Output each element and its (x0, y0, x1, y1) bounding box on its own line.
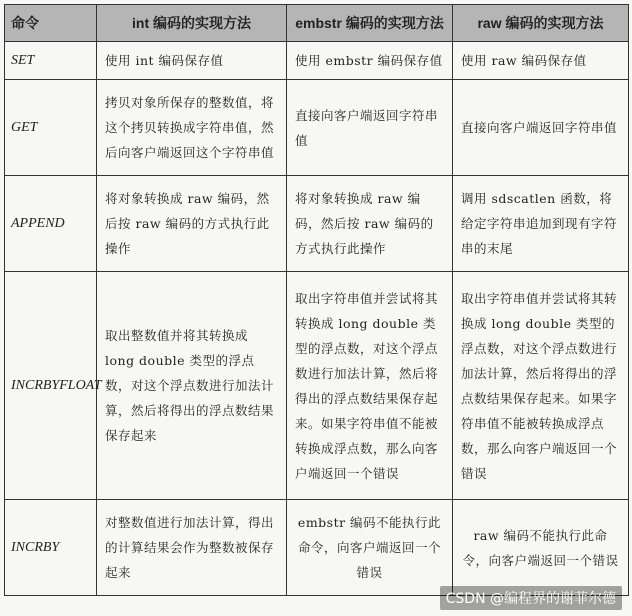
int-cell: 将对象转换成 raw 编码，然后按 raw 编码的方式执行此操作 (97, 176, 287, 272)
header-command: 命令 (5, 5, 97, 42)
command-cell: INCRBY (5, 500, 97, 596)
embstr-cell: 将对象转换成 raw 编码，然后按 raw 编码的方式执行此操作 (287, 176, 453, 272)
table-row (5, 272, 629, 500)
int-cell: 拷贝对象所保存的整数值，将这个拷贝转换成字符串值，然后向客户端返回这个字符串值 (97, 80, 287, 176)
raw-cell: 调用 sdscatlen 函数，将给定字符串追加到现有字符串的末尾 (453, 176, 629, 272)
table-header-row (5, 5, 629, 42)
raw-cell: 直接向客户端返回字符串值 (453, 80, 629, 176)
table-row (5, 500, 629, 596)
csdn-watermark: CSDN @编程界的谢菲尔德 (440, 586, 622, 610)
raw-cell: 取出字符串值并尝试将其转换成 long double 类型的浮点数，对这个浮点数进行加法计算，然后将得出的浮点数结果保存起来。如果字符串值不能被转换成浮点数，那么向客户端返回一个错误 (453, 272, 629, 500)
command-cell: INCRBYFLOAT (5, 272, 97, 500)
table-row (5, 176, 629, 272)
int-cell: 取出整数值并将其转换成 long double 类型的浮点数，对这个浮点数进行加法计算，然后将得出的浮点数结果保存起来 (97, 272, 287, 500)
raw-cell: 使用 raw 编码保存值 (453, 42, 629, 80)
embstr-cell: 取出字符串值并尝试将其转换成 long double 类型的浮点数，对这个浮点数进行加法计算，然后将得出的浮点数结果保存起来。如果字符串值不能被转换成浮点数，那么向客户端返回一个错误 (287, 272, 453, 500)
int-cell: 对整数值进行加法计算，得出的计算结果会作为整数被保存起来 (97, 500, 287, 596)
int-cell: 使用 int 编码保存值 (97, 42, 287, 80)
table-row (5, 42, 629, 80)
header-int: int 编码的实现方法 (97, 5, 287, 42)
raw-cell: raw 编码不能执行此命令，向客户端返回一个错误 (453, 500, 629, 596)
embstr-cell: 直接向客户端返回字符串值 (287, 80, 453, 176)
embstr-cell: embstr 编码不能执行此命令，向客户端返回一个错误 (287, 500, 453, 596)
table-row (5, 80, 629, 176)
command-cell: SET (5, 42, 97, 80)
header-embstr: embstr 编码的实现方法 (287, 5, 453, 42)
header-raw: raw 编码的实现方法 (453, 5, 629, 42)
command-cell: APPEND (5, 176, 97, 272)
command-cell: GET (5, 80, 97, 176)
encoding-comparison-table (4, 4, 629, 596)
embstr-cell: 使用 embstr 编码保存值 (287, 42, 453, 80)
